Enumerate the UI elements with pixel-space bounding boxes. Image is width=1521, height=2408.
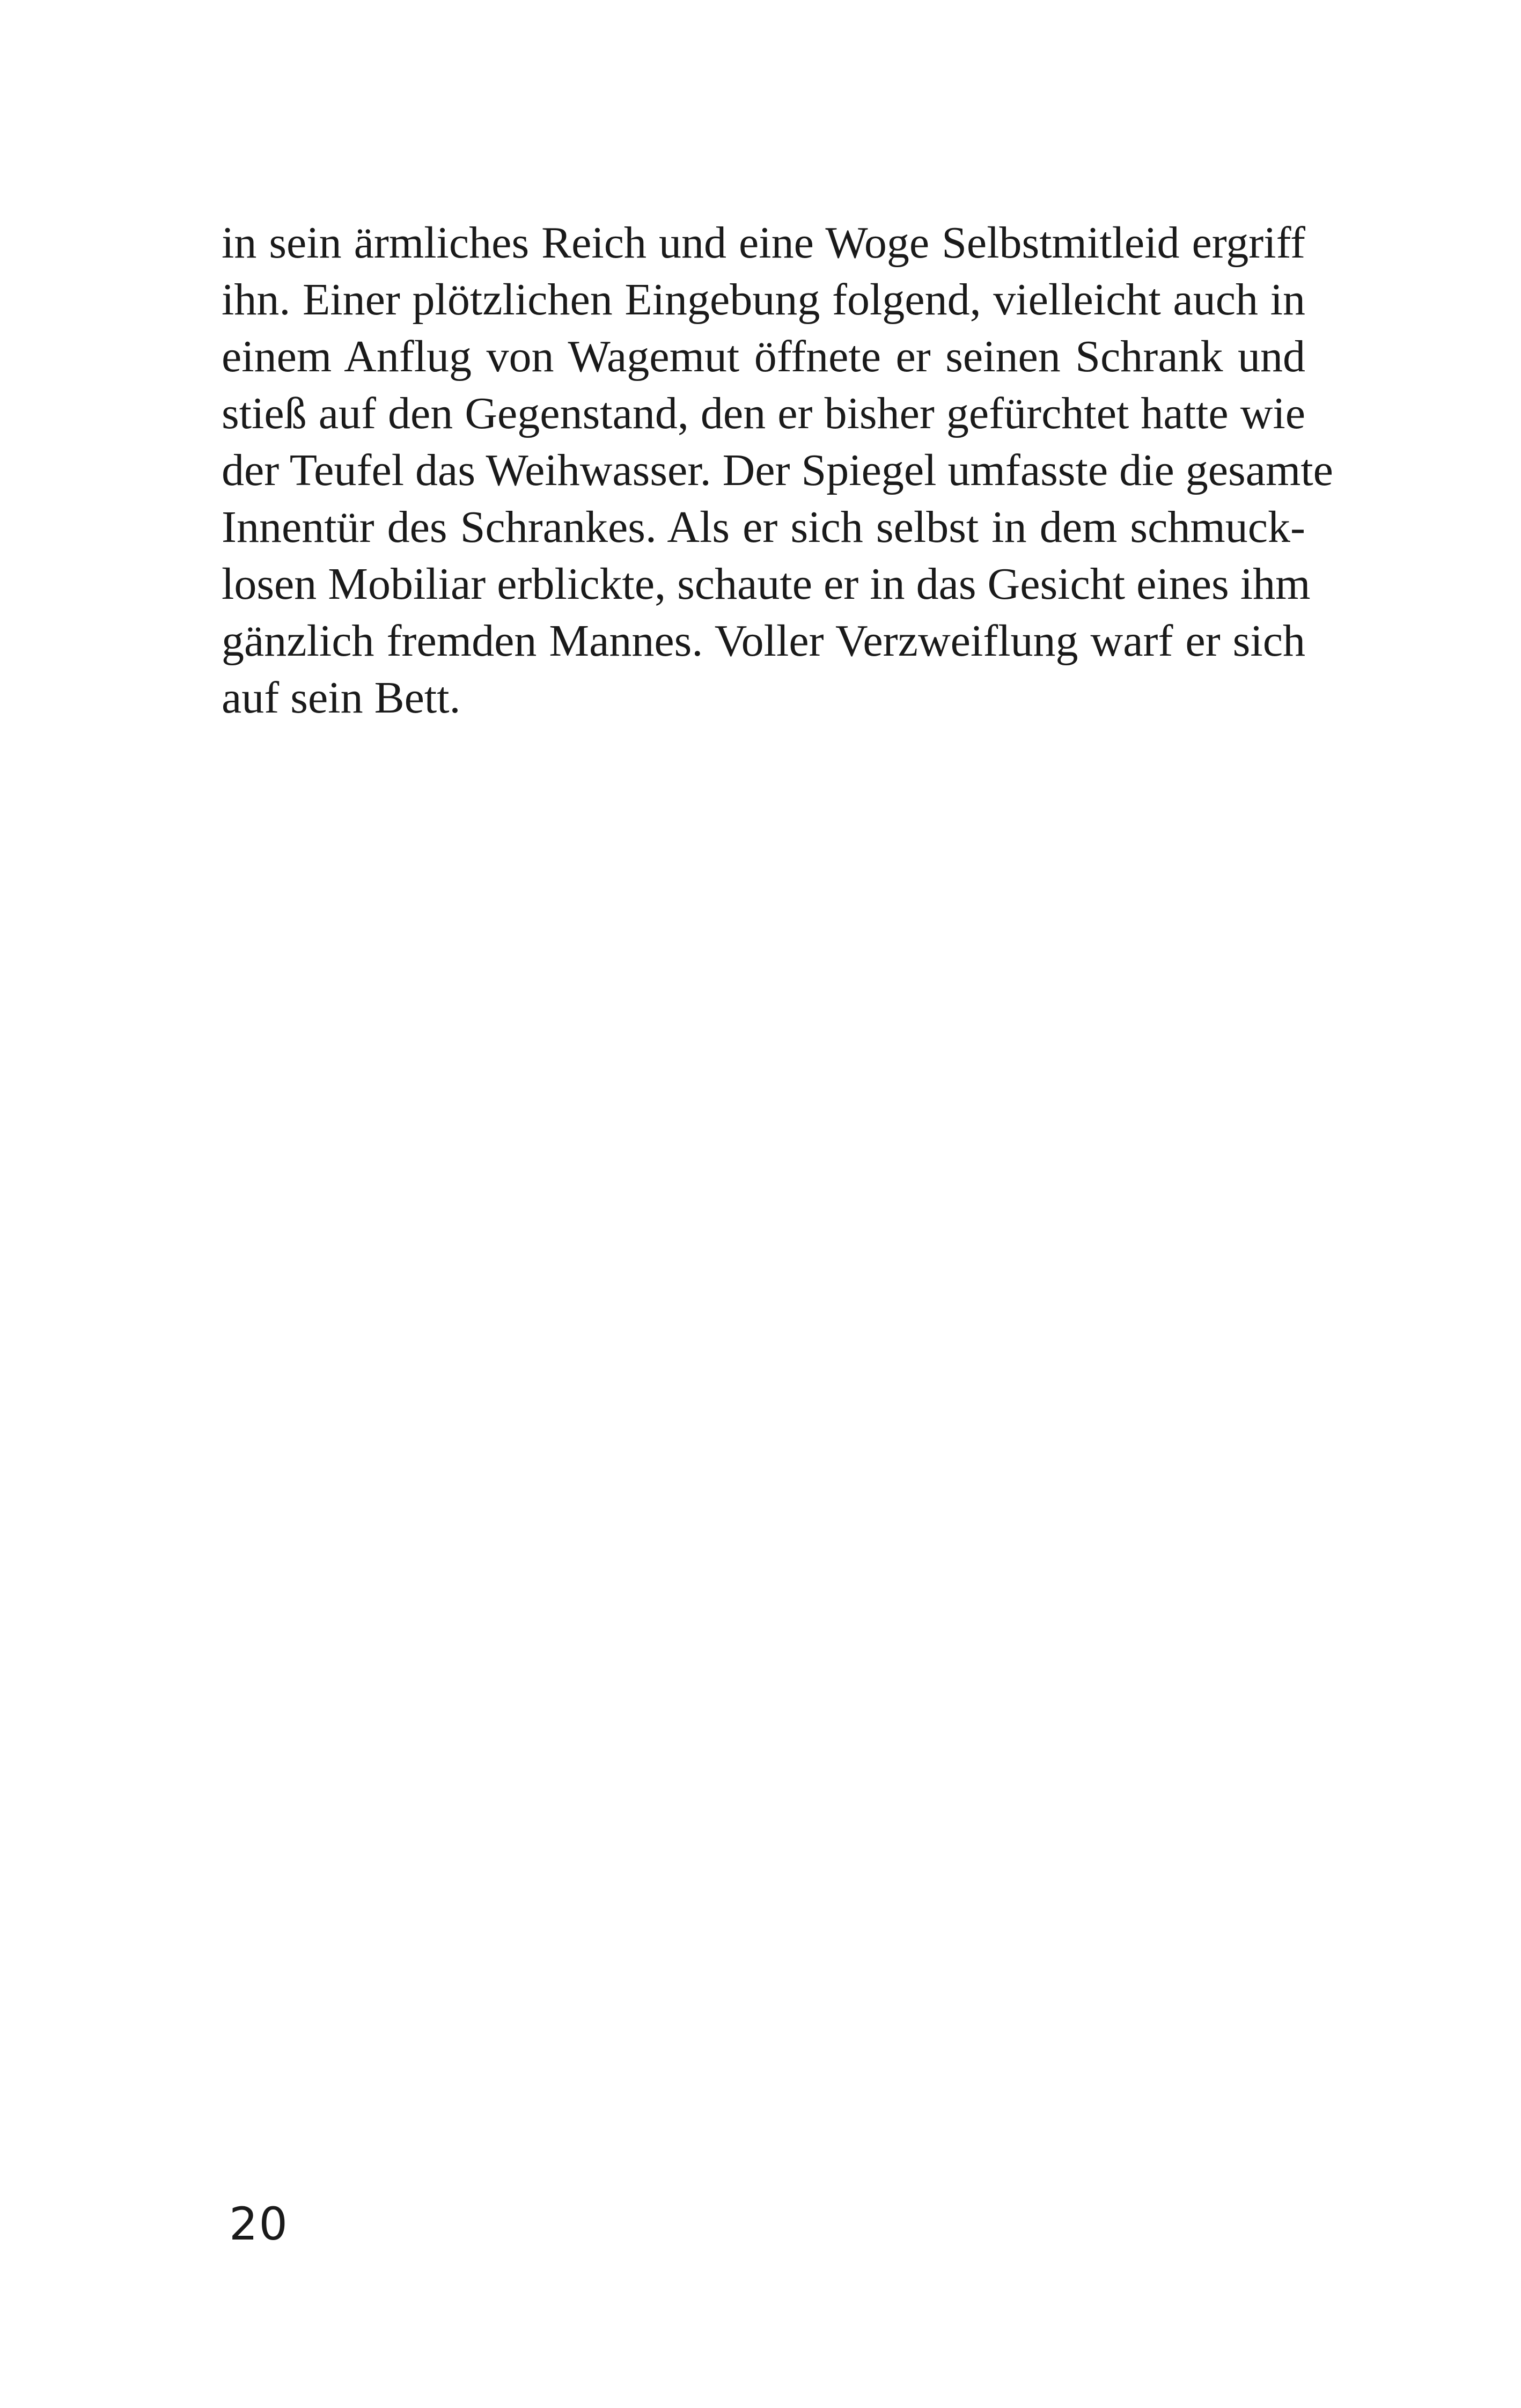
text-line: auf sein Bett. [222, 673, 461, 723]
text-line: stieß auf den Gegenstand, den er bisher gefürchtet hatte wie [222, 388, 1305, 438]
text-line: einem Anflug von Wagemut öffnete er seinen Schrank und [222, 332, 1305, 381]
text-line: der Teufel das Weihwasser. Der Spiegel umfasste die gesamte [222, 445, 1333, 495]
text-line: in sein ärmliches Reich und eine Woge Selbstmitleid ergriff [222, 218, 1305, 268]
text-line: gänzlich fremden Mannes. Voller Verzweiflung warf er sich [222, 616, 1305, 666]
page-number: 20 [229, 2198, 289, 2250]
text-line: Innentür des Schrankes. Als er sich selbst in dem schmuck- [222, 502, 1305, 552]
body-paragraph [222, 215, 1333, 726]
text-line: ihn. Einer plötzlichen Eingebung folgend, vielleicht auch in [222, 275, 1305, 325]
text-line: losen Mobiliar erblickte, schaute er in das Gesicht eines ihm [222, 559, 1311, 609]
